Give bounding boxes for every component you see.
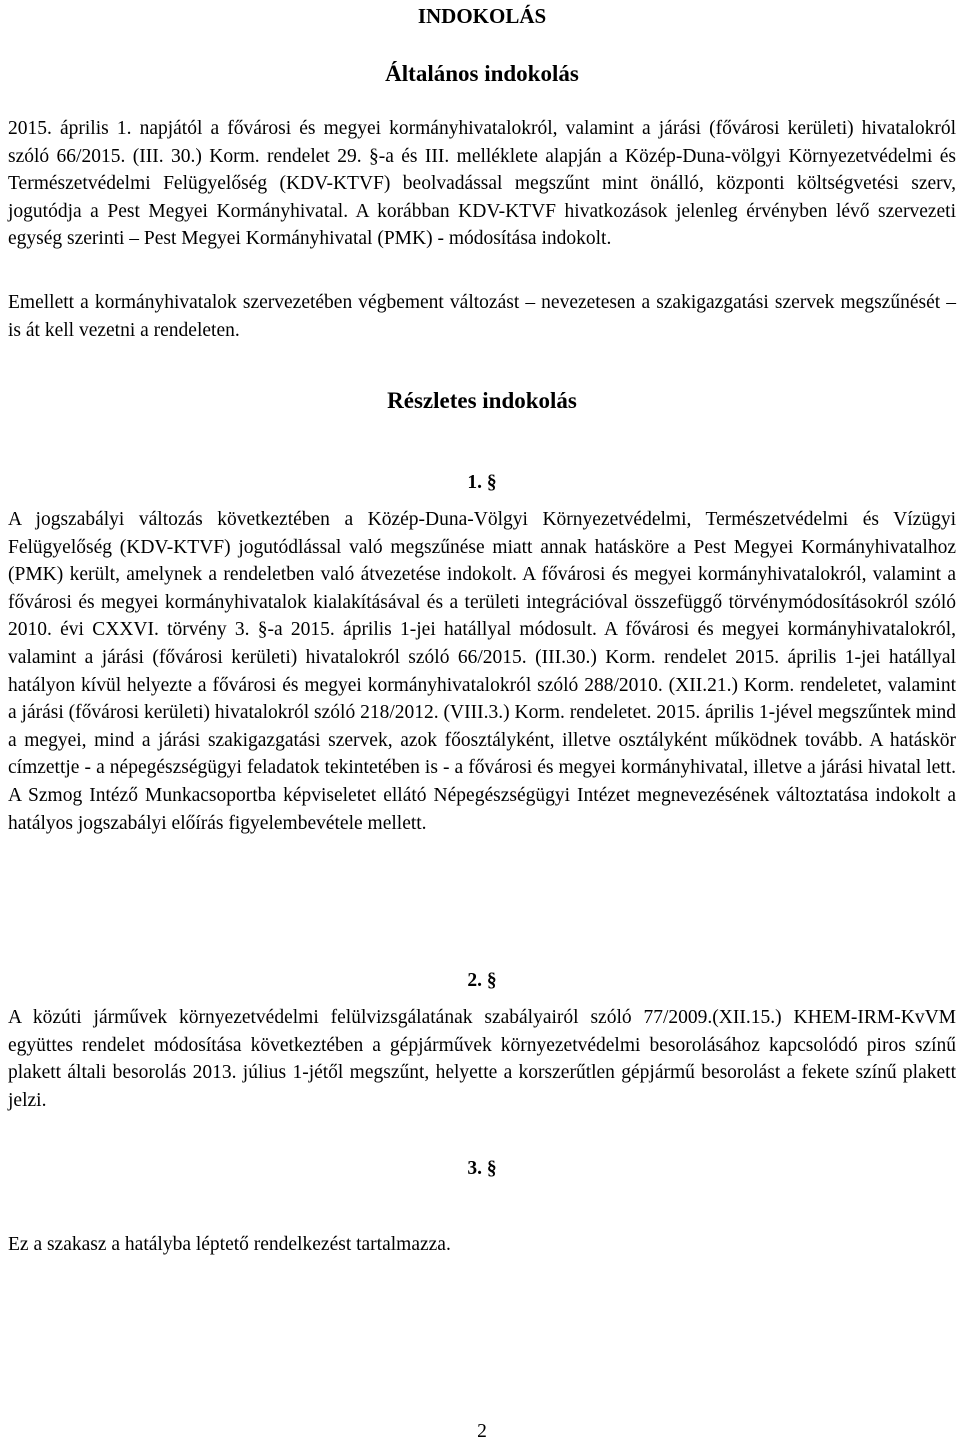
document-page bbox=[8, 0, 956, 1444]
detailed-justification-heading: Részletes indokolás bbox=[387, 388, 577, 413]
section-text: A jogszabályi változás következtében a Közép-Duna-Völgyi Környezetvédelmi, Természetvédelmi és Vízügyi Felügyelőség (KDV-KTVF) jogutódlással való megszűnése miatt annak hatásköre a Pest Megyei Kormányhivatalhoz (PMK) került, amelynek a rendeletben való átvezetése indokolt. A fővárosi és megyei kormányhivatalokról, valamint a fővárosi és megyei kormányhivatalok kialakításával és a területi integrációval összefüggő törvénymódosításokról szóló 2010. évi CXXVI. törvény 3. §-a 2015. április 1-jei hatállyal módosult. A fővárosi és megyei kormányhivatalokról, valamint a járási (fővárosi kerületi) hivatalokról szóló 66/2015. (III.30.) Korm. rendelet 2015. április 1-jei hatállyal hatályon kívül helyezte a fővárosi és megyei kormányhivatalokról szóló 288/2010. (XII.21.) Korm. rendeletet, valamint a járási (fővárosi kerületi) hivatalokról szóló 218/2012. (VIII.3.) Korm. rendeletet. 2015. április 1-jével megszűntek mind a megyei, mind a járási szakigazgatási szervek, azok főosztályként, illetve osztályként működnek tovább. A hatáskör címzettje - a népegészségügyi feladatok tekintetében is - a fővárosi és megyei kormányhivatal, illetve a járási hivatal lett. A Szmog Intéző Munkacsoportba képviseletet ellátó Népegészségügyi Intézet megnevezésének változtatása indokolt a hatályos jogszabályi előírás figyelembevétele mellett. bbox=[8, 509, 956, 834]
section-number: 1. § bbox=[467, 472, 497, 493]
section-number: 3. § bbox=[467, 1158, 497, 1179]
general-paragraph: Emellett a kormányhivatalok szervezetében végbement változást – nevezetesen a szakigazgatási szervek megszűnését – is át kell vezetni a rendeleten. bbox=[8, 292, 956, 341]
page-number: 2 bbox=[477, 1421, 487, 1442]
section-number: 2. § bbox=[467, 970, 497, 991]
general-justification-heading: Általános indokolás bbox=[385, 61, 579, 86]
document-title: INDOKOLÁS bbox=[417, 4, 547, 28]
section-text: Ez a szakasz a hatályba léptető rendelkezést tartalmazza. bbox=[8, 1234, 451, 1255]
general-paragraph: 2015. április 1. napjától a fővárosi és megyei kormányhivatalokról, valamint a járási (fővárosi kerületi) hivatalokról szóló 66/2015. (III. 30.) Korm. rendelet 29. §-a és III. melléklete alapján a Közép-Duna-völgyi Környezetvédelmi és Természetvédelmi Felügyelőség (KDV-KTVF) beolvadással megszűnt mint önálló, központi költségvetési szerv, jogutódja a Pest Megyei Kormányhivatal. A korábban KDV-KTVF hivatkozások jelenleg érvényben lévő szervezeti egység szerinti – Pest Megyei Kormányhivatal (PMK) - módosítása indokolt. bbox=[8, 118, 956, 250]
section-text: A közúti járművek környezetvédelmi felülvizsgálatának szabályairól szóló 77/2009.(XII.15.) KHEM-IRM-KvVM együttes rendelet módosítása következtében a gépjárművek környezetvédelmi besorolásához kapcsolódó piros színű plakett általi besorolás 2013. július 1-jétől megszűnt, helyette a korszerűtlen gépjármű besorolást a fekete színű plakett jelzi. bbox=[8, 1007, 956, 1111]
